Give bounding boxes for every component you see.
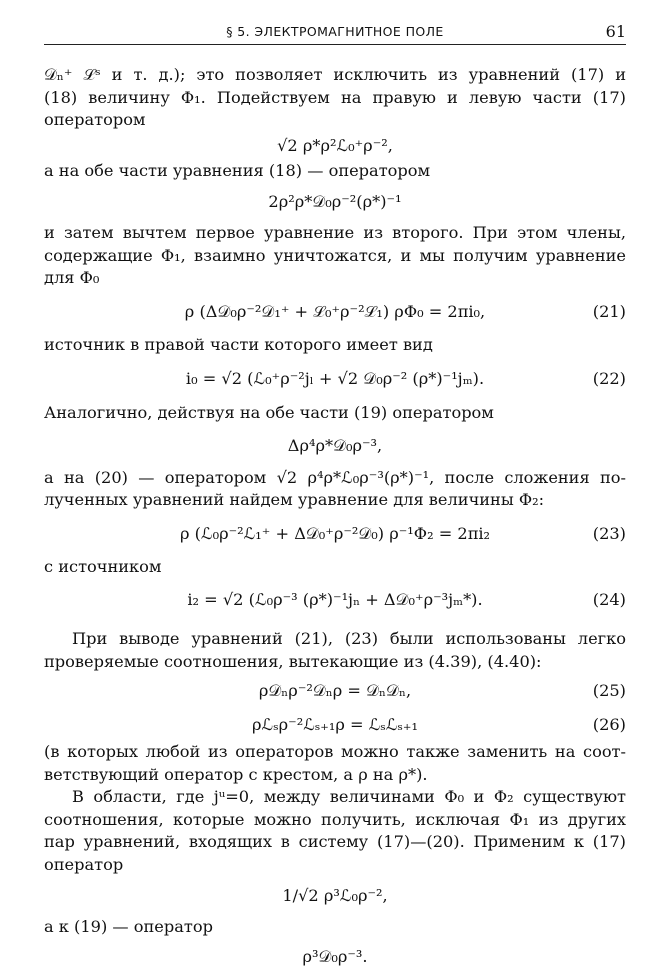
- formula-operator-5: [44, 939, 626, 975]
- equation-24: [44, 578, 626, 622]
- text-line: (18) величину Φ₁. Подействуем на правую и левую части (17): [44, 87, 626, 107]
- section-title: § 5. ЭЛЕКТРОМАГНИТНОЕ ПОЛЕ: [226, 24, 444, 39]
- text-line: с источником: [44, 556, 162, 576]
- text-line: В области, где jᵘ=0, между величинами Φ₀ и Φ₂ существуют: [72, 787, 626, 806]
- text-line: При выводе уравнений (21), (23) были использованы легко: [72, 629, 626, 648]
- formula-operator-2: [44, 182, 626, 222]
- formula-operator-3: [44, 425, 626, 467]
- page-number: 61: [605, 22, 626, 41]
- text-line: для Φ₀: [44, 268, 100, 287]
- formula-text: i₀ = √2 (ℒ₀⁺ρ⁻²jₗ + √2 𝒟₀ρ⁻² (ρ*)⁻¹jₘ).: [185, 369, 485, 388]
- equation-number: (21): [592, 301, 626, 321]
- text-line: а к (19) — оператор: [44, 917, 213, 936]
- formula-text: i₂ = √2 (ℒ₀ρ⁻³ (ρ*)⁻¹jₙ + Δ𝒟₀⁺ρ⁻³jₘ*).: [187, 590, 483, 609]
- equation-26: [44, 709, 626, 741]
- formula-text: √2 ρ*ρ²ℒ₀⁺ρ⁻²,: [277, 135, 393, 155]
- equation-22: [44, 356, 626, 402]
- text-line: соотношения, которые можно получить, исключая Φ₁ из других: [44, 809, 626, 829]
- formula-text: ρℒₛρ⁻²ℒₛ₊₁ρ = ℒₛℒₛ₊₁: [252, 715, 418, 734]
- equation-21: [44, 290, 626, 334]
- text-line: 𝒟ₙ⁺ ℒˢ и т. д.); это позволяет исключить из уравнений (17) и: [44, 65, 626, 84]
- equation-number: (23): [592, 523, 626, 543]
- text-line: ветствующий оператор с крестом, а ρ на ρ*).: [44, 764, 428, 784]
- formula-text: ρ𝒟ₙρ⁻²𝒟ₙρ = 𝒟ₙ𝒟ₙ,: [258, 681, 412, 700]
- text-line: а на обе части уравнения (18) — оператором: [44, 160, 431, 180]
- formula-text: 1/√2 ρ³ℒ₀ρ⁻²,: [282, 886, 388, 905]
- text-line: (в которых любой из операторов можно также заменить на соот-: [44, 742, 626, 761]
- text-line: оператор: [44, 854, 124, 874]
- formula-text: ρ (Δ𝒟₀ρ⁻²𝒟₁⁺ + ℒ₀⁺ρ⁻²ℒ₁) ρΦ₀ = 2πi₀,: [184, 301, 486, 321]
- text-line: источник в правой части которого имеет вид: [44, 334, 433, 354]
- formula-operator-4: [44, 876, 626, 916]
- page-body: [44, 64, 626, 975]
- text-line: оператором: [44, 110, 146, 129]
- text-line: лученных уравнений найдем уравнение для величины Φ₂:: [44, 490, 545, 509]
- text-line: проверяемые соотношения, вытекающие из (4.39), (4.40):: [44, 651, 542, 671]
- equation-23: [44, 512, 626, 556]
- text-line: Аналогично, действуя на обе части (19) оператором: [44, 403, 494, 422]
- text-line: и затем вычтем первое уравнение из второго. При этом члены,: [44, 223, 626, 242]
- text-line: пар уравнений, входящих в систему (17)—(20). Применим к (17): [44, 832, 626, 851]
- formula-text: 2ρ²ρ*𝒟₀ρ⁻²(ρ*)⁻¹: [268, 192, 402, 211]
- text-line: а на (20) — оператором √2 ρ⁴ρ*ℒ₀ρ⁻³(ρ*)⁻¹, после сложения по-: [44, 467, 626, 487]
- equation-number: (26): [592, 715, 626, 734]
- equation-number: (24): [592, 590, 626, 609]
- formula-text: Δρ⁴ρ*𝒟₀ρ⁻³,: [287, 435, 383, 455]
- formula-text: ρ³𝒟₀ρ⁻³.: [302, 946, 368, 966]
- running-header: [44, 22, 626, 45]
- formula-text: ρ (ℒ₀ρ⁻²ℒ₁⁺ + Δ𝒟₀⁺ρ⁻²𝒟₀) ρ⁻¹Φ₂ = 2πi₂: [179, 523, 491, 543]
- equation-number: (22): [592, 369, 626, 388]
- formula-operator-1: [44, 132, 626, 160]
- equation-25: [44, 673, 626, 709]
- text-line: содержащие Φ₁, взаимно уничтожатся, и мы получим уравнение: [44, 245, 626, 265]
- equation-number: (25): [592, 681, 626, 700]
